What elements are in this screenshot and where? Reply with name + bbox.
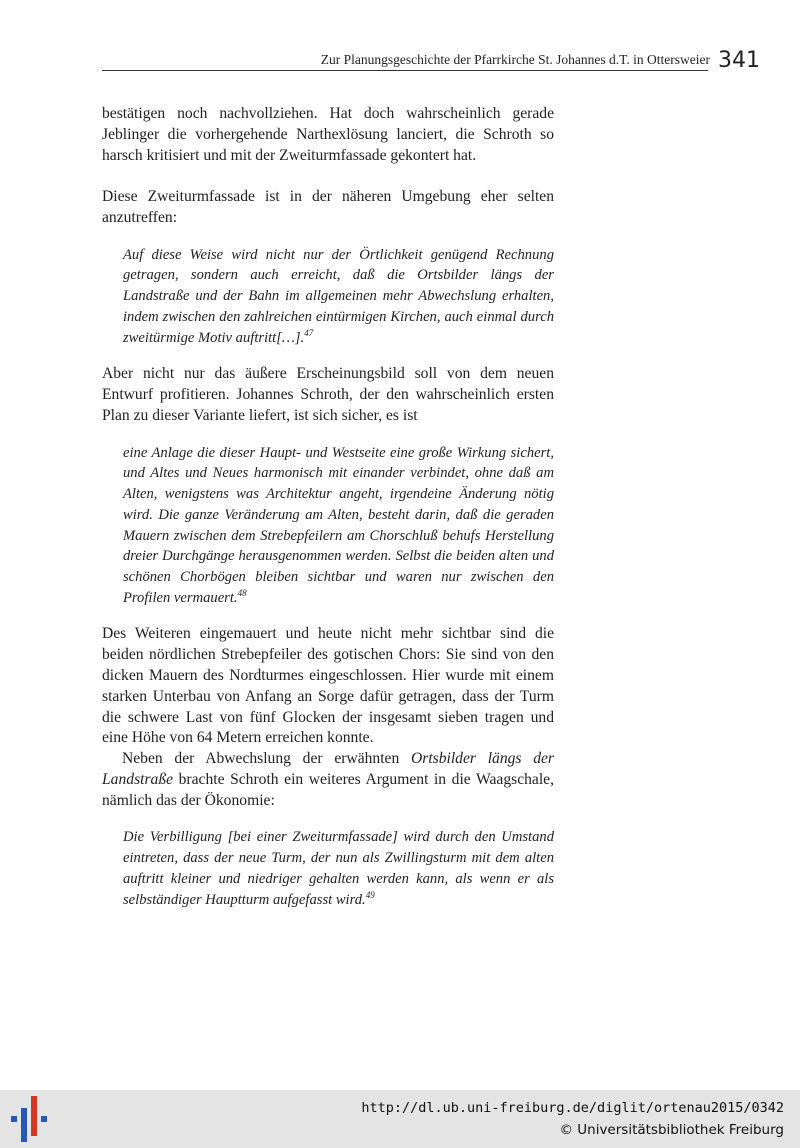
paragraph-5-start: Neben der Abwechslung der erwähnten — [122, 750, 411, 768]
block-quote-2 — [123, 443, 554, 609]
copyright-notice: © Universitätsbibliothek Freiburg — [559, 1122, 784, 1138]
running-title: Zur Planungsgeschichte der Pfarrkirche St. Johannes d.T. in Ottersweier — [320, 52, 710, 67]
quote-3-text: Die Verbilligung [bei einer Zweiturmfassade] wird durch den Umstand eintreten, dass der neue Turm, der nun als Zwillingsturm mit dem alten auftritt kleiner und niedriger gehalten werden kann, als wenn er als selbständiger Hauptturm aufgefasst wird. — [123, 829, 554, 908]
paragraph-1: bestätigen noch nachvollziehen. Hat doch wahrscheinlich gerade Jeblinger die vorhergehende Narthexlösung lanciert, die Schroth so harsch kritisiert und mit der Zweiturmfassade gekontert hat. — [102, 105, 554, 164]
paragraph-5 — [102, 749, 554, 811]
footnote-ref-49[interactable]: 49 — [365, 889, 375, 900]
paragraph-3: Aber nicht nur das äußere Erscheinungsbild soll von dem neuen Entwurf profitieren. Johannes Schroth, der den wahrscheinlich ersten Plan zu dieser Variante liefert, ist sich sicher, es ist — [102, 365, 554, 424]
page-number: 341 — [718, 48, 760, 73]
footer-bar — [0, 1090, 800, 1148]
block-quote-1 — [123, 245, 554, 349]
paragraph-2: Diese Zweiturmfassade ist in der näheren Umgebung eher selten anzutreffen: — [102, 188, 554, 226]
main-text — [102, 104, 554, 910]
header-rule — [102, 70, 708, 71]
quote-1-text: Auf diese Weise wird nicht nur der Örtlichkeit genügend Rechnung getragen, sondern auch erreicht, daß die Ortsbilder längs der Landstraße und der Bahn im allgemeinen mehr Abwechslung erhalten, indem zwischen den zahlreichen eintürmigen Kirchen, auch einmal durch zweitürmige Motiv auftritt[…]. — [123, 246, 554, 346]
paragraph-4: Des Weiteren eingemauert und heute nicht mehr sichtbar sind die beiden nördlichen Strebepfeiler des gotischen Chors: Sie sind von den dicken Mauern des Nordturmes eingeschlossen. Hier wurde mit einem starken Unterbau von Anfang an Sorge dafür getragen, dass der Turm die schwere Last von fünf Glocken der insgesamt sieben tragen und eine Höhe von 64 Metern erreichen konnte. — [102, 625, 554, 747]
paragraph-5-end: brachte Schroth ein weiteres Argument in die Waagschale, nämlich das der Ökonomie: — [102, 770, 554, 809]
page-header — [102, 48, 762, 78]
ub-freiburg-logo-icon — [8, 1096, 52, 1142]
block-quote-3 — [123, 827, 554, 910]
source-url-link[interactable]: http://dl.ub.uni-freiburg.de/diglit/ortenau2015/0342 — [361, 1100, 784, 1116]
footnote-ref-47[interactable]: 47 — [304, 327, 314, 338]
footnote-ref-48[interactable]: 48 — [237, 587, 247, 598]
quote-2-text: eine Anlage die dieser Haupt- und Westseite eine große Wirkung sichert, und Altes und Neues harmonisch mit einander verbindet, ohne daß am Alten, wenigstens was Architektur angeht, irgendeine Änderung nötig wird. Die ganze Veränderung am Alten, besteht darin, daß die geraden Mauern zwischen dem Strebepfeilern am Chorschluß behufs Herstellung dreier Durchgänge herausgenommen werden. Selbst die beiden alten und schönen Chorbögen bleiben sichtbar und waren nur zwischen den Profilen vermauert. — [123, 444, 554, 606]
paragraph-5-italic: Ortsbilder längs der Landstraße — [102, 750, 554, 788]
